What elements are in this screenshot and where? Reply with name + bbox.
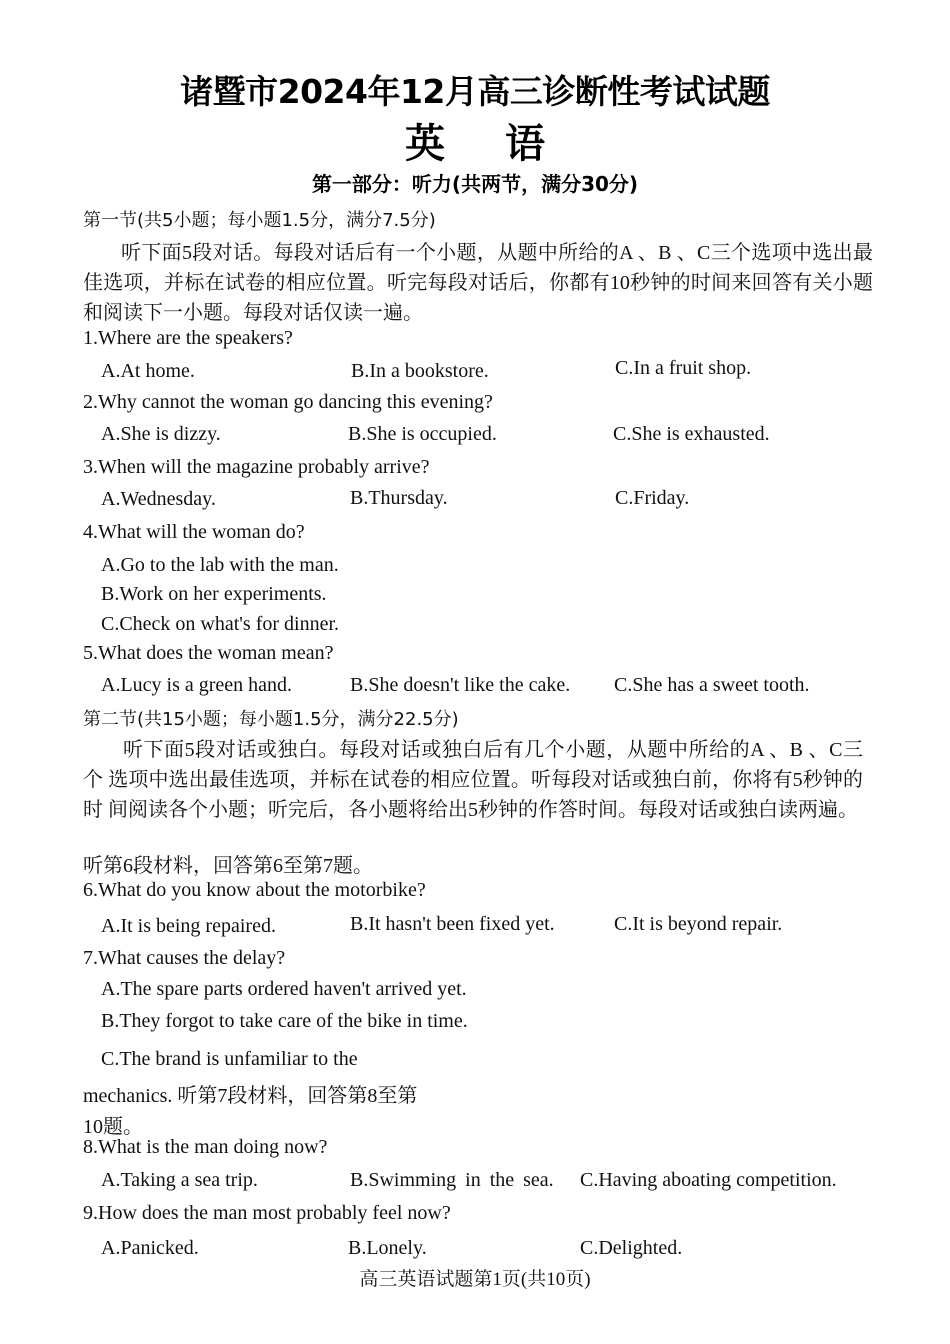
q1-option-a: A.At home. xyxy=(101,360,195,382)
question-4: 4.What will the woman do? xyxy=(83,521,305,543)
question-3: 3.When will the magazine probably arrive? xyxy=(83,456,430,478)
part-one-heading: 第一部分：听力(共两节，满分30分) xyxy=(311,172,639,196)
question-8: 8.What is the man doing now? xyxy=(83,1136,328,1158)
subject-char-2: 语 xyxy=(505,121,545,167)
q7-option-c-continued-2: 10题。 xyxy=(83,1116,143,1138)
q9-option-b: B.Lonely. xyxy=(348,1237,427,1259)
q5-option-c: C.She has a sweet tooth. xyxy=(614,674,810,696)
question-6: 6.What do you know about the motorbike? xyxy=(83,879,426,901)
section-two-instructions: 听下面5段对话或独白。每段对话或独白后有几个小题，从题中所给的A 、B 、C三个 选项中选出最佳选项，并标在试卷的相应位置。听每段对话或独白前，你将有5秒钟的时 间阅读各个小题；听完后，各小题将给出5秒钟的作答时间。每段对话或独白读两遍。 xyxy=(83,739,863,821)
q6-option-b: B.It hasn't been fixed yet. xyxy=(350,913,555,935)
subject-title xyxy=(0,112,950,169)
q7-option-c: C.The brand is unfamiliar to the xyxy=(101,1048,358,1070)
section-one-instructions: 听下面5段对话。每段对话后有一个小题，从题中所给的A 、B 、C三个选项中选出最 佳选项，并标在试卷的相应位置。听完每段对话后，你都有10秒钟的时间来回答有关小题 和阅读下一小题。每段对话仅读一遍。 xyxy=(83,242,873,324)
section-one-heading: 第一节(共5小题；每小题1.5分，满分7.5分) xyxy=(83,210,436,231)
question-9: 9.How does the man most probably feel now? xyxy=(83,1202,451,1224)
q2-option-b: B.She is occupied. xyxy=(348,423,497,445)
q4-option-a: A.Go to the lab with the man. xyxy=(101,554,339,576)
page-footer: 高三英语试题第1页(共10页) xyxy=(359,1269,591,1290)
q6-option-c: C.It is beyond repair. xyxy=(614,913,783,935)
q1-option-b: B.In a bookstore. xyxy=(351,360,489,382)
q9-option-a: A.Panicked. xyxy=(101,1237,199,1259)
q7-option-a: A.The spare parts ordered haven't arrived yet. xyxy=(101,978,467,1000)
section-two-heading: 第二节(共15小题；每小题1.5分，满分22.5分) xyxy=(83,709,459,730)
q2-option-a: A.She is dizzy. xyxy=(101,423,221,445)
q9-option-c: C.Delighted. xyxy=(580,1237,683,1259)
exam-title: 诸暨市2024年12月高三诊断性考试试题 xyxy=(180,72,770,111)
subject-char-1: 英 xyxy=(405,121,445,167)
q4-option-b: B.Work on her experiments. xyxy=(101,583,327,605)
q6-option-a: A.It is being repaired. xyxy=(101,915,276,937)
q3-option-c: C.Friday. xyxy=(615,487,690,509)
q5-option-b: B.She doesn't like the cake. xyxy=(350,674,571,696)
q7-option-c-continued: mechanics. 听第7段材料，回答第8至第 xyxy=(83,1085,418,1107)
q1-option-c: C.In a fruit shop. xyxy=(615,357,752,379)
q8-option-c: C.Having aboating competition. xyxy=(580,1169,837,1191)
q5-option-a: A.Lucy is a green hand. xyxy=(101,674,293,696)
q8-option-a: A.Taking a sea trip. xyxy=(101,1169,258,1191)
question-7: 7.What causes the delay? xyxy=(83,947,286,969)
q4-option-c: C.Check on what's for dinner. xyxy=(101,613,340,635)
q3-option-a: A.Wednesday. xyxy=(101,488,216,510)
q7-option-b: B.They forgot to take care of the bike in time. xyxy=(101,1010,468,1032)
question-5: 5.What does the woman mean? xyxy=(83,642,334,664)
q2-option-c: C.She is exhausted. xyxy=(613,423,770,445)
question-1: 1.Where are the speakers? xyxy=(83,327,293,349)
question-2: 2.Why cannot the woman go dancing this evening? xyxy=(83,391,493,413)
q3-option-b: B.Thursday. xyxy=(350,487,448,509)
q8-option-b: B.Swimming in the sea. xyxy=(350,1169,554,1191)
material-6-instruction: 听第6段材料，回答第6至第7题。 xyxy=(83,855,373,877)
